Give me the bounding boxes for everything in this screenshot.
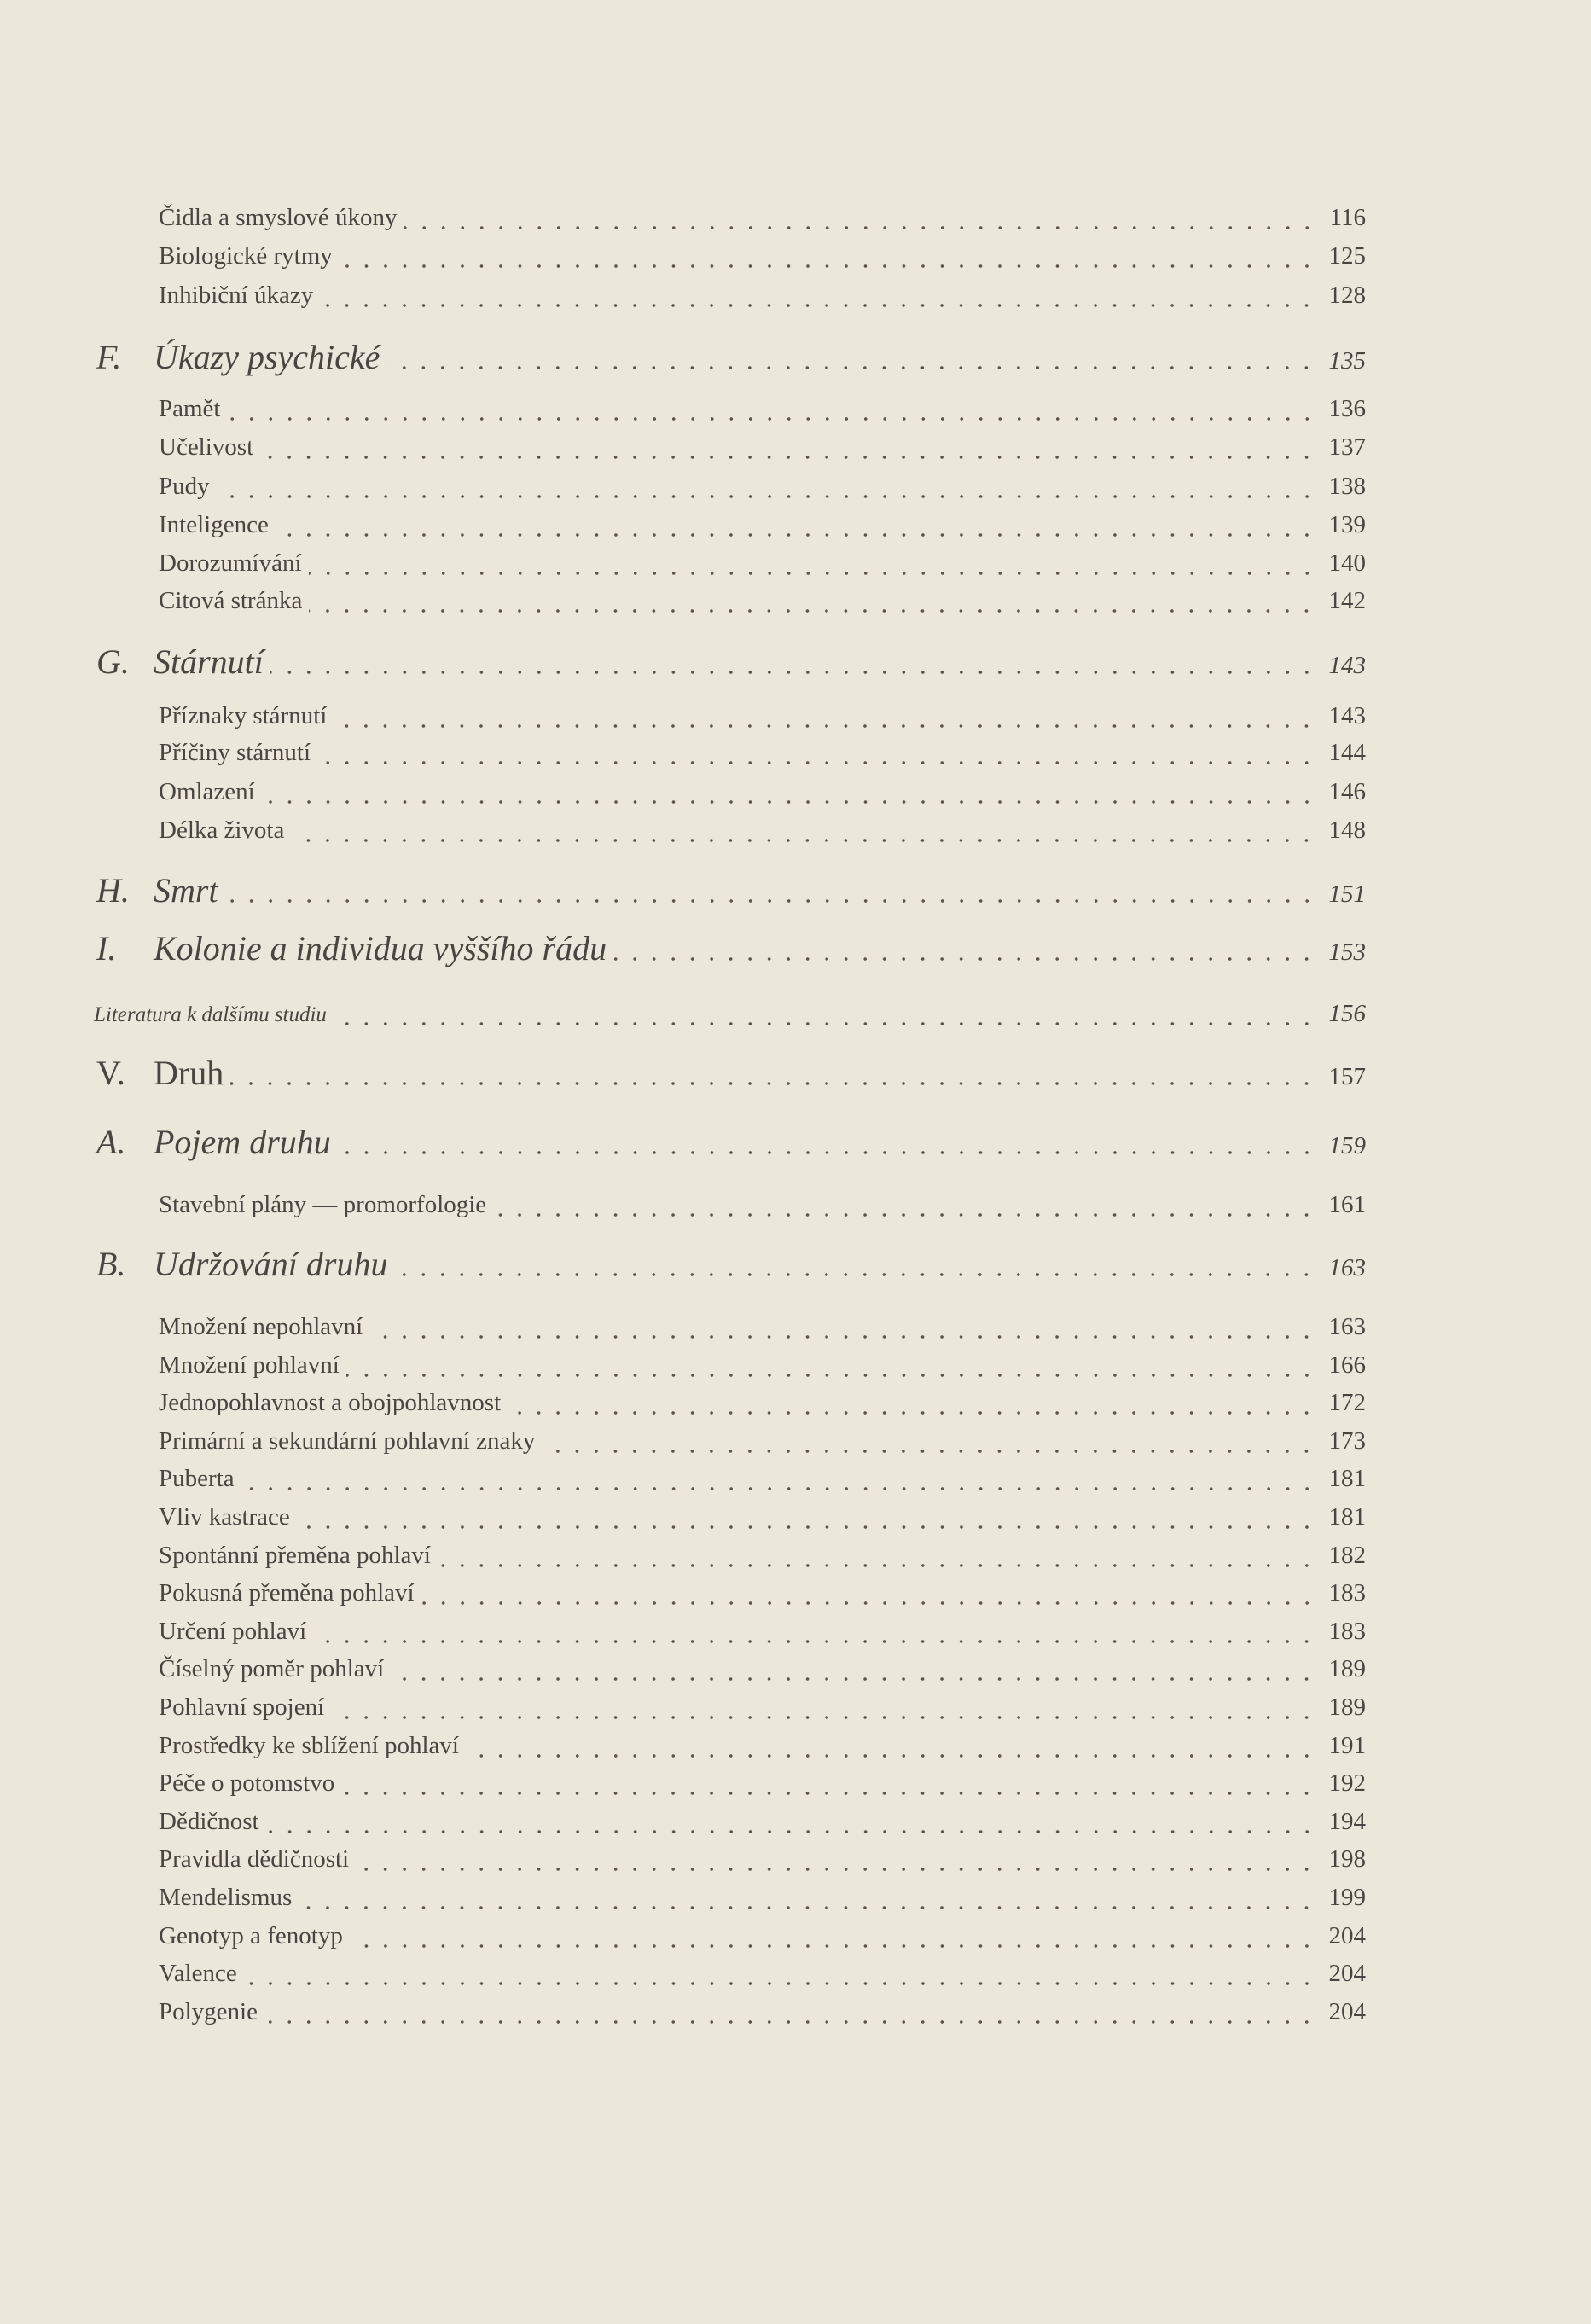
page-number: 148	[1328, 816, 1366, 844]
toc-entry-title: Pudy	[159, 473, 210, 500]
toc-entry-label	[159, 1183, 486, 1226]
toc-entry-title: Druh	[154, 1054, 224, 1092]
dot-leader	[334, 1022, 1316, 1025]
dot-leader	[320, 304, 1316, 307]
toc-entry-label	[96, 1052, 224, 1095]
toc-entry-label	[159, 579, 302, 622]
toc-entry-title: Smrt	[154, 871, 218, 909]
toc-entry-label	[159, 1420, 535, 1462]
toc-entry-title: Pohlavní spojení	[159, 1694, 325, 1721]
section-letter: A.	[96, 1123, 126, 1161]
toc-entry	[159, 503, 1366, 546]
toc-entry	[159, 1686, 1366, 1728]
page-number: 151	[1328, 880, 1366, 908]
dot-leader	[244, 1982, 1316, 1985]
toc-entry	[159, 731, 1366, 774]
toc-entry	[159, 1344, 1366, 1386]
toc-entry	[159, 542, 1366, 584]
toc-entry	[159, 196, 1366, 239]
dot-leader	[276, 533, 1316, 537]
page-number: 157	[1328, 1063, 1366, 1090]
page-number: 163	[1328, 1313, 1366, 1340]
dot-leader	[356, 1868, 1316, 1871]
toc-entry-title: Pamět	[159, 395, 221, 422]
toc-entry-title: Péče o potomstvo	[159, 1769, 335, 1798]
toc-entry-title: Omlazení	[159, 778, 255, 805]
toc-entry-title: Genotyp a fenotyp	[159, 1921, 343, 1949]
dot-leader	[309, 609, 1316, 613]
page-number: 183	[1328, 1579, 1366, 1607]
toc-entry-label	[94, 994, 327, 1037]
toc-entry	[159, 387, 1366, 430]
toc-entry-label	[159, 1990, 258, 2033]
dot-leader	[228, 417, 1317, 421]
toc-entry-label	[159, 1344, 340, 1386]
toc-entry-title: Určení pohlaví	[159, 1617, 307, 1645]
page-number: 128	[1328, 282, 1366, 309]
toc-entry	[159, 1762, 1366, 1804]
section-letter: B.	[96, 1245, 126, 1283]
toc-entry	[159, 1724, 1366, 1767]
toc-entry-label	[159, 465, 210, 508]
toc-entry-label	[159, 1876, 292, 1919]
toc-entry	[96, 1052, 1366, 1095]
toc-entry	[159, 1990, 1366, 2033]
toc-entry-label	[159, 387, 221, 430]
dot-leader	[309, 572, 1316, 575]
toc-entry-title: Stárnutí	[154, 642, 264, 681]
toc-entry-label	[96, 641, 264, 683]
toc-entry-label	[96, 927, 607, 970]
toc-entry-title: Učelivost	[159, 433, 254, 461]
toc-entry-label	[159, 426, 253, 468]
toc-entry-title: Valence	[159, 1960, 237, 1988]
toc-entry-label	[159, 542, 302, 584]
page-number: 189	[1328, 1655, 1366, 1683]
page-number: 137	[1328, 433, 1366, 461]
page-number: 172	[1328, 1389, 1366, 1417]
dot-leader	[613, 957, 1316, 961]
toc-entry-label	[159, 809, 284, 851]
toc-entry-title: Stavební plány — promorfologie	[159, 1191, 487, 1218]
dot-leader	[391, 1677, 1316, 1681]
toc-entry-label	[159, 1952, 237, 1995]
page-number: 183	[1328, 1617, 1366, 1645]
dot-leader	[338, 1151, 1316, 1154]
page-number: 204	[1328, 1997, 1366, 2025]
page-number: 191	[1328, 1731, 1366, 1759]
dot-leader	[270, 671, 1316, 674]
dot-leader	[299, 1906, 1316, 1909]
toc-entry-title: Pojem druhu	[154, 1123, 331, 1161]
toc-entry-title: Množení pohlavní	[159, 1351, 340, 1379]
page-number: 143	[1328, 702, 1366, 729]
page-number: 138	[1328, 473, 1366, 500]
toc-entry-label	[96, 336, 380, 379]
dot-leader	[508, 1411, 1316, 1415]
dot-leader	[493, 1213, 1316, 1217]
toc-entry	[159, 1420, 1366, 1462]
toc-entry	[159, 770, 1366, 813]
toc-entry-label	[96, 869, 218, 912]
dot-leader	[262, 800, 1316, 804]
toc-entry	[159, 579, 1366, 622]
toc-entry	[159, 1572, 1366, 1614]
page-number: 135	[1328, 347, 1366, 375]
toc-entry	[159, 1496, 1366, 1538]
dot-leader	[438, 1564, 1316, 1567]
dot-leader	[466, 1754, 1316, 1758]
dot-leader	[331, 1716, 1316, 1719]
dot-leader	[369, 1335, 1316, 1339]
toc-entry-title: Mendelismus	[159, 1884, 293, 1911]
dot-leader	[404, 226, 1316, 229]
toc-entry	[96, 336, 1366, 379]
toc-entry	[96, 641, 1366, 683]
page-number: 146	[1328, 778, 1366, 805]
dot-leader	[340, 264, 1316, 268]
page-number: 181	[1328, 1503, 1366, 1531]
toc-entry-label	[159, 1305, 363, 1348]
toc-entry-title: Dorozumívání	[159, 549, 302, 577]
dot-leader	[230, 1082, 1316, 1085]
page-number: 136	[1328, 395, 1366, 422]
toc-entry	[159, 1838, 1366, 1880]
page-number: 199	[1328, 1884, 1366, 1911]
toc-entry-title: Dědičnost	[159, 1807, 259, 1835]
dot-leader	[225, 899, 1316, 903]
page-number: 142	[1328, 587, 1366, 614]
toc-entry-title: Čidla a smyslové úkony	[159, 204, 398, 231]
toc-entry-label	[159, 1647, 384, 1690]
dot-leader	[241, 1487, 1316, 1490]
toc-entry	[159, 1800, 1366, 1843]
toc-entry-title: Udržování druhu	[154, 1245, 388, 1283]
toc-entry-label	[159, 1381, 501, 1424]
toc-entry-title: Vliv kastrace	[159, 1503, 290, 1531]
page-number: 116	[1329, 204, 1366, 231]
dot-leader	[291, 839, 1316, 842]
toc-entry-label	[159, 1762, 334, 1804]
toc-entry	[159, 1647, 1366, 1690]
toc-entry	[159, 1952, 1366, 1995]
dot-leader	[264, 2020, 1316, 2024]
toc-entry-title: Inteligence	[159, 511, 269, 538]
toc-entry-label	[159, 1800, 259, 1843]
toc-entry-label	[96, 1243, 387, 1286]
page-number: 166	[1328, 1351, 1366, 1379]
toc-entry-title: Pokusná přeměna pohlaví	[159, 1579, 415, 1607]
page-number: 159	[1328, 1132, 1366, 1159]
toc-entry-title: Spontánní přeměna pohlaví	[159, 1541, 431, 1569]
dot-leader	[334, 724, 1316, 728]
page-number: 140	[1328, 549, 1366, 577]
page-number: 156	[1328, 1000, 1366, 1027]
page-number: 181	[1328, 1465, 1366, 1493]
page-number: 125	[1328, 242, 1366, 270]
page-number: 144	[1328, 739, 1366, 766]
dot-leader	[386, 366, 1316, 369]
page-number: 143	[1328, 652, 1366, 679]
page-number: 173	[1328, 1426, 1366, 1455]
toc-entry-title: Příznaky stárnutí	[159, 702, 328, 729]
dot-leader	[542, 1450, 1316, 1453]
page-number: 153	[1328, 938, 1366, 966]
section-letter: H.	[96, 871, 130, 909]
page-number: 139	[1328, 511, 1366, 538]
page-number: 198	[1328, 1845, 1366, 1874]
toc-entry-title: Úkazy psychické	[154, 338, 380, 376]
toc-entry-title: Pravidla dědičnosti	[159, 1845, 350, 1874]
toc-entry	[96, 927, 1366, 970]
dot-leader	[350, 1944, 1316, 1948]
dot-leader	[317, 761, 1316, 764]
toc-entry	[96, 1121, 1366, 1164]
toc-entry	[96, 869, 1366, 912]
toc-entry	[159, 1305, 1366, 1348]
toc-entry-label	[159, 274, 313, 317]
dot-leader	[260, 456, 1316, 459]
toc-entry-title: Číselný poměr pohlaví	[159, 1655, 385, 1683]
toc-entry-title: Množení nepohlavní	[159, 1313, 363, 1340]
toc-entry-title: Prostředky ke sblížení pohlaví	[159, 1731, 459, 1759]
dot-leader	[394, 1273, 1316, 1276]
toc-entry	[159, 465, 1366, 508]
dot-leader	[346, 1374, 1316, 1377]
dot-leader	[217, 495, 1316, 498]
page-number: 189	[1328, 1694, 1366, 1721]
dot-leader	[421, 1601, 1316, 1605]
toc-entry-title: Kolonie a individua vyššího řádu	[154, 929, 607, 967]
toc-entry-label	[96, 1121, 331, 1164]
toc-entry-label	[159, 1457, 235, 1500]
dot-leader	[266, 1830, 1316, 1833]
page-number: 161	[1328, 1191, 1366, 1218]
toc-entry-label	[159, 1496, 290, 1538]
toc-entry-title: Biologické rytmy	[159, 242, 333, 270]
toc-entry	[96, 1243, 1366, 1286]
toc-entry-label	[159, 503, 269, 546]
toc-entry-label	[159, 196, 398, 239]
page-number: 182	[1328, 1541, 1366, 1569]
toc-entry-title: Literatura k dalšímu studiu	[94, 1003, 327, 1026]
toc-entry-title: Primární a sekundární pohlavní znaky	[159, 1426, 536, 1455]
toc-entry-title: Inhibiční úkazy	[159, 282, 314, 309]
page-number: 204	[1328, 1921, 1366, 1949]
section-letter: G.	[96, 642, 130, 681]
dot-leader	[297, 1525, 1316, 1529]
toc-entry-label	[159, 1838, 349, 1880]
page-number: 163	[1328, 1254, 1366, 1281]
section-letter: V.	[96, 1054, 125, 1092]
dot-leader	[313, 1640, 1316, 1643]
toc-entry-title: Příčiny stárnutí	[159, 739, 311, 766]
toc-entry-title: Jednopohlavnost a obojpohlavnost	[159, 1389, 502, 1417]
toc-entry-title: Puberta	[159, 1465, 235, 1493]
toc-entry-title: Polygenie	[159, 1997, 258, 2025]
section-letter: F.	[96, 338, 122, 376]
page-number: 192	[1328, 1769, 1366, 1798]
toc-entry-label	[159, 731, 311, 774]
toc-entry-label	[159, 1610, 306, 1653]
toc-entry-label	[159, 1914, 343, 1957]
toc-entry	[159, 274, 1366, 317]
toc-entry	[159, 1914, 1366, 1957]
toc-entry	[159, 1610, 1366, 1653]
toc-entry	[159, 1534, 1366, 1577]
toc-entry-label	[159, 770, 255, 813]
toc-entry	[159, 235, 1366, 277]
toc-entry-title: Délka života	[159, 816, 285, 844]
toc-entry	[159, 1183, 1366, 1226]
toc-entry	[94, 992, 1366, 1035]
toc-entry-label	[159, 1686, 324, 1728]
toc-entry-label	[159, 235, 333, 277]
page-number: 204	[1328, 1960, 1366, 1988]
toc-entry-title: Citová stránka	[159, 587, 303, 614]
toc-entry	[159, 1876, 1366, 1919]
section-letter: I.	[96, 929, 117, 967]
toc-entry-label	[159, 1572, 415, 1614]
toc-entry	[159, 426, 1366, 468]
dot-leader	[341, 1792, 1316, 1795]
page-number: 194	[1328, 1807, 1366, 1835]
toc-entry	[159, 809, 1366, 851]
toc-entry-label	[159, 1534, 431, 1577]
toc-entry	[159, 1381, 1366, 1424]
toc-entry	[159, 1457, 1366, 1500]
toc-entry-label	[159, 1724, 459, 1767]
